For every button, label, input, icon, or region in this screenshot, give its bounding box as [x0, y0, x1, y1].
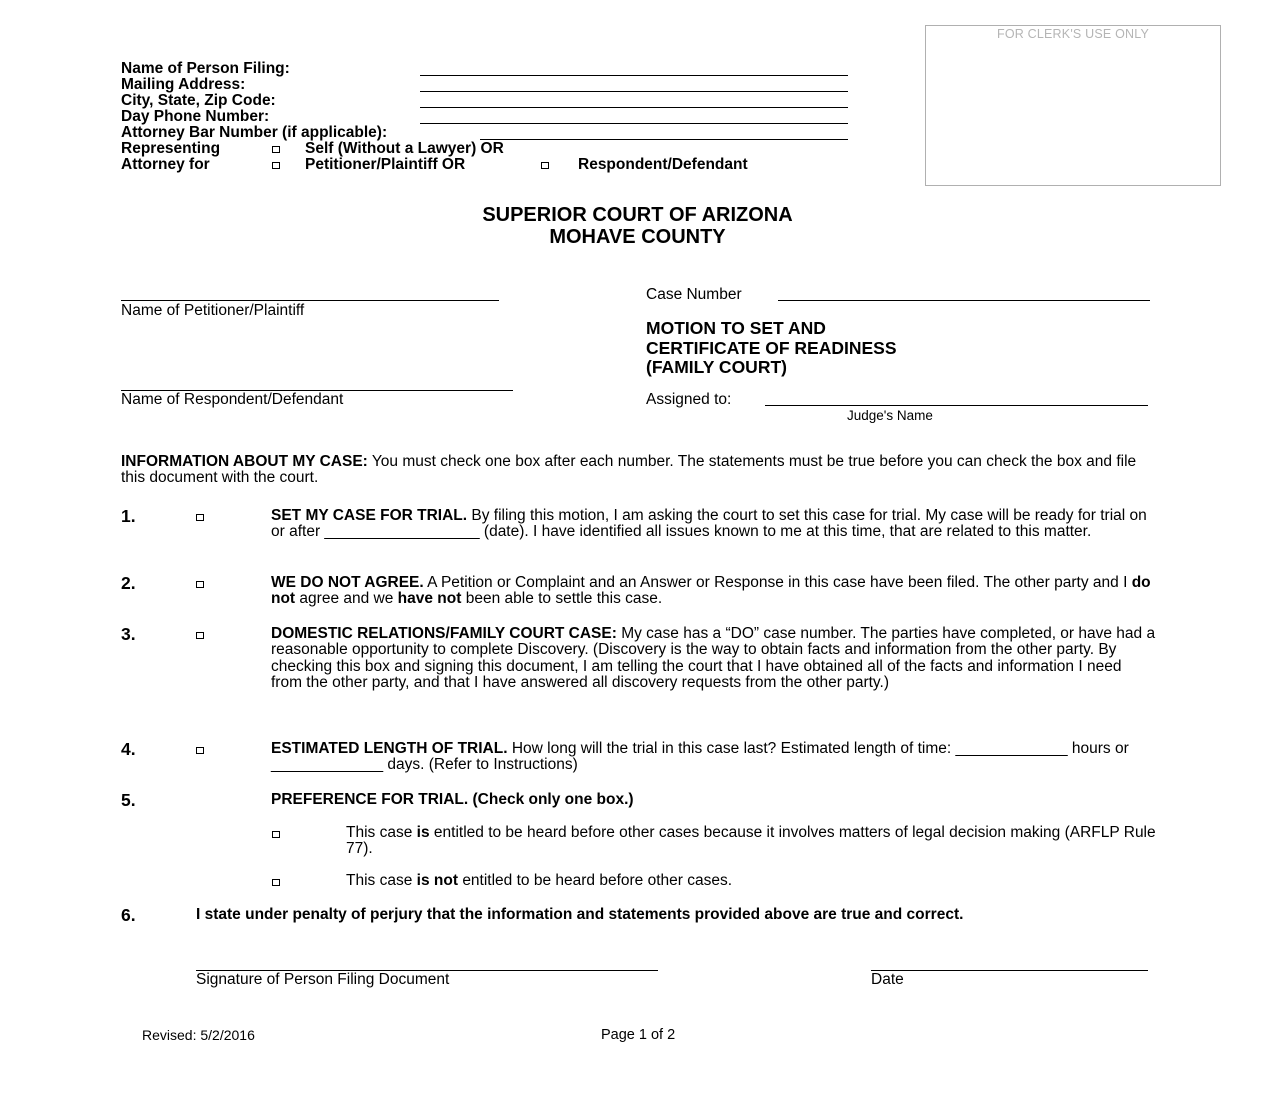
- trial-days-blank[interactable]: _____________: [271, 756, 384, 774]
- respondent-checkbox[interactable]: [541, 162, 549, 169]
- item-2-number: 2.: [121, 573, 136, 593]
- self-label: Self (Without a Lawyer) OR: [305, 140, 504, 157]
- item-3-checkbox[interactable]: [196, 632, 204, 639]
- item-4-checkbox[interactable]: [196, 747, 204, 754]
- opt1-b: entitled to be heard before other cases because it involves matters of legal decision making (ARFLP Rule 77).: [346, 824, 1156, 858]
- item-3-text: [271, 626, 1156, 691]
- judge-name-line[interactable]: [765, 405, 1148, 406]
- petitioner-option-label: Petitioner/Plaintiff OR: [305, 156, 466, 173]
- item-1-text-a: By filing this motion, I am asking the court to set this case for trial. My case will be ready for trial on or after: [271, 507, 1147, 541]
- mailing-address-line[interactable]: [420, 91, 848, 92]
- assigned-to-label: Assigned to:: [646, 391, 732, 408]
- preference-entitled-checkbox[interactable]: [272, 831, 280, 838]
- case-number-line[interactable]: [778, 300, 1150, 301]
- item-1-number: 1.: [121, 506, 136, 526]
- attorney-bar-number-label: Attorney Bar Number (if applicable):: [121, 124, 388, 141]
- information-about-case: [121, 454, 1156, 487]
- opt1-a: This case: [346, 824, 413, 841]
- item-1-checkbox[interactable]: [196, 514, 204, 521]
- opt2-is-not: is not: [416, 872, 458, 889]
- item-3-number: 3.: [121, 624, 136, 644]
- item-3-body: My case has a “DO” case number. The parties have completed, or have had a reasonable opportunity to complete Discovery. (Discovery is the way to obtain facts and information from the other party. By checking this box and signing this document, I am telling the court that I have obtained all of the facts and information I need from the other party, and that I have answered all discovery requests from the other party.): [271, 625, 1156, 691]
- respondent-name-label: Name of Respondent/Defendant: [121, 391, 344, 408]
- clerk-use-label: FOR CLERK'S USE ONLY: [996, 27, 1150, 41]
- item-4-heading: ESTIMATED LENGTH OF TRIAL.: [271, 740, 508, 757]
- item-6-text: I state under penalty of perjury that the information and statements provided above are true and correct.: [196, 906, 964, 923]
- revised-date: Revised: 5/2/2016: [142, 1027, 255, 1043]
- opt1-is: is: [416, 824, 430, 841]
- item-2-text: [271, 575, 1156, 608]
- item-2-have-not: have not: [397, 590, 462, 608]
- motion-title-line2: CERTIFICATE OF READINESS: [646, 337, 897, 358]
- self-checkbox[interactable]: [272, 146, 280, 153]
- date-label: Date: [871, 971, 904, 988]
- judge-name-label: Judge's Name: [847, 408, 933, 423]
- item-2-checkbox[interactable]: [196, 581, 204, 588]
- information-text: You must check one box after each number. The statements must be true before you can check the box and file this document with the court.: [121, 453, 1137, 487]
- respondent-option-label: Respondent/Defendant: [578, 156, 748, 173]
- motion-title-line1: MOTION TO SET AND: [646, 318, 826, 338]
- item-4-number: 4.: [121, 739, 136, 759]
- day-phone-line[interactable]: [420, 123, 848, 124]
- city-state-zip-label: City, State, Zip Code:: [121, 92, 276, 109]
- item-2-heading: WE DO NOT AGREE.: [271, 574, 424, 591]
- petitioner-name-label: Name of Petitioner/Plaintiff: [121, 302, 305, 319]
- item-5-number: 5.: [121, 790, 136, 810]
- item-1-text-b: (date). I have identified all issues known to me at this time, that are related to this matter.: [483, 523, 1092, 541]
- trial-ready-date-blank[interactable]: __________________: [324, 523, 480, 541]
- motion-title-line3: (FAMILY COURT): [646, 357, 787, 377]
- item-1-heading: SET MY CASE FOR TRIAL.: [271, 507, 468, 524]
- item-4-text-c: days. (Refer to Instructions): [387, 756, 578, 774]
- trial-hours-blank[interactable]: _____________: [955, 740, 1068, 757]
- clerk-use-box: [925, 25, 1221, 186]
- preference-entitled-text: [346, 825, 1156, 858]
- item-4-text-b: hours or: [1071, 740, 1129, 757]
- item-3-heading: DOMESTIC RELATIONS/FAMILY COURT CASE:: [271, 625, 617, 642]
- item-2-text-c: been able to settle this case.: [465, 590, 663, 608]
- attorney-bar-number-line[interactable]: [480, 139, 848, 140]
- court-title-line1: SUPERIOR COURT OF ARIZONA: [482, 204, 793, 226]
- opt2-a: This case: [346, 872, 413, 889]
- day-phone-label: Day Phone Number:: [121, 108, 270, 125]
- item-6-number: 6.: [121, 905, 136, 925]
- case-number-label: Case Number: [646, 286, 742, 303]
- signature-label: Signature of Person Filing Document: [196, 971, 450, 988]
- opt2-b: entitled to be heard before other cases.: [462, 872, 733, 889]
- page-number: Page 1 of 2: [601, 1027, 676, 1043]
- court-title-line2: MOHAVE COUNTY: [549, 226, 726, 248]
- item-4-text: [271, 741, 1156, 774]
- city-state-zip-line[interactable]: [420, 107, 848, 108]
- item-2-do-not: do not: [271, 574, 1151, 608]
- court-title: [0, 204, 1275, 248]
- name-of-person-filing-line[interactable]: [420, 75, 848, 76]
- item-5-heading: PREFERENCE FOR TRIAL. (Check only one box.): [271, 791, 634, 808]
- mailing-address-label: Mailing Address:: [121, 76, 246, 93]
- preference-not-entitled-checkbox[interactable]: [272, 879, 280, 886]
- motion-title: [646, 319, 897, 378]
- representing-label: Representing: [121, 140, 221, 157]
- name-of-person-filing-label: Name of Person Filing:: [121, 60, 290, 77]
- item-4-text-a: How long will the trial in this case last? Estimated length of time:: [511, 740, 952, 757]
- attorney-for-label: Attorney for: [121, 156, 210, 173]
- item-1-text: [271, 508, 1156, 541]
- petitioner-checkbox[interactable]: [272, 162, 280, 169]
- preference-not-entitled-text: [346, 873, 1156, 889]
- information-heading: INFORMATION ABOUT MY CASE:: [121, 453, 368, 470]
- date-line[interactable]: [871, 970, 1148, 971]
- petitioner-name-line[interactable]: [121, 300, 499, 301]
- item-2-text-b: agree and we: [299, 590, 394, 608]
- item-2-text-a: A Petition or Complaint and an Answer or Response in this case have been filed. The other party and I: [427, 574, 1128, 591]
